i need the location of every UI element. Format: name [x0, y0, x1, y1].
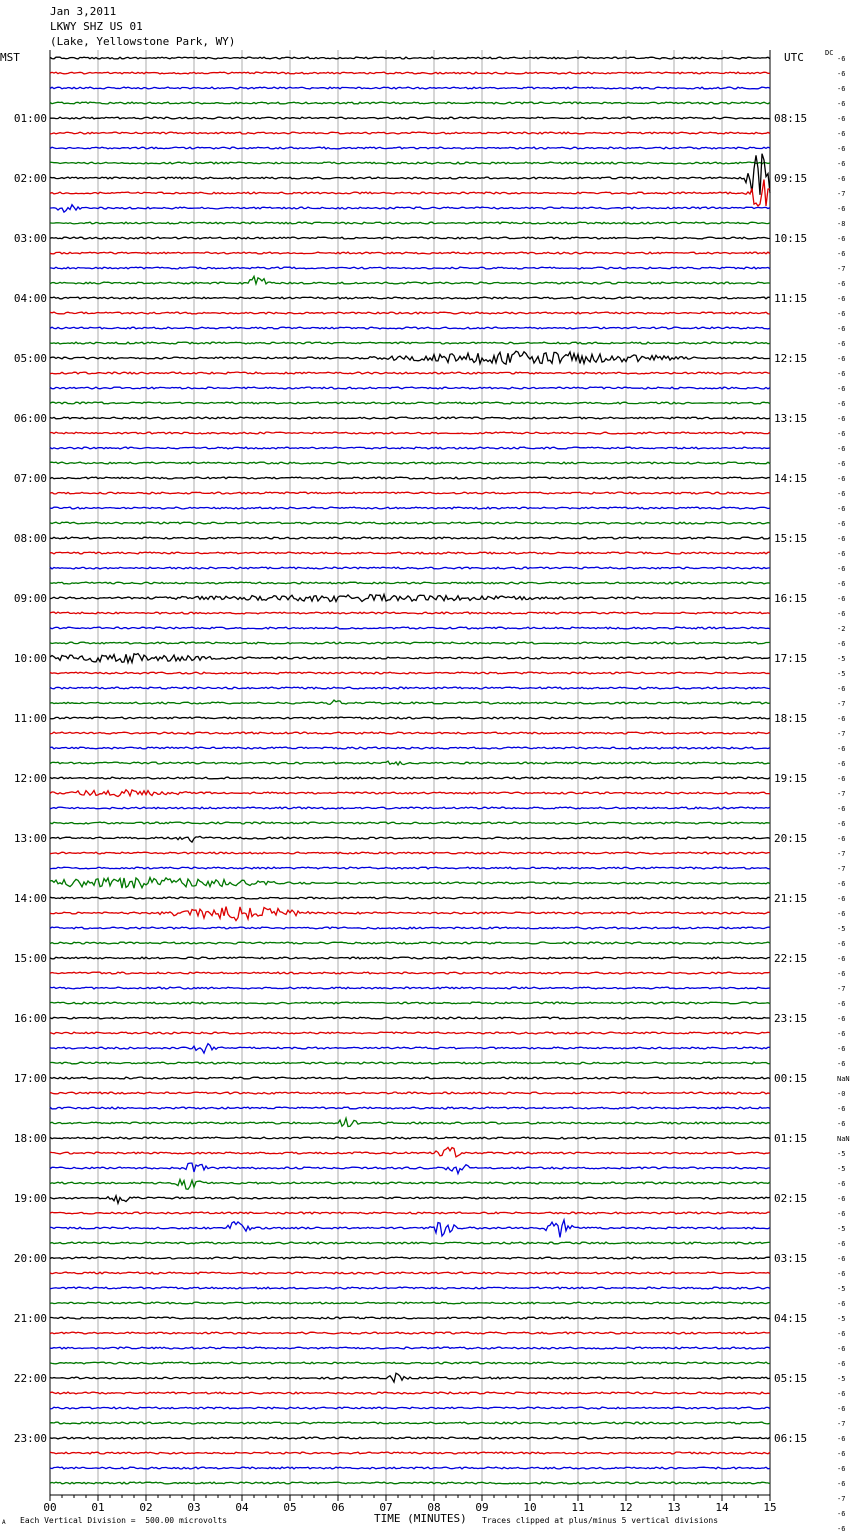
- seismic-trace: [50, 387, 770, 389]
- seismic-trace: [50, 1002, 770, 1004]
- dc-offset-label: -5: [837, 1150, 846, 1158]
- seismic-trace: [50, 252, 770, 254]
- seismic-trace: [50, 72, 770, 74]
- seismic-trace: [50, 642, 770, 644]
- dc-offset-label: NaN: [837, 1075, 850, 1083]
- x-tick-label: 02: [139, 1501, 153, 1514]
- seismic-trace: [50, 102, 770, 104]
- dc-offset-label: -6: [837, 685, 846, 693]
- x-tick-label: 04: [235, 1501, 249, 1514]
- dc-offset-label: -6: [837, 160, 846, 168]
- dc-column-title: DC: [825, 49, 834, 57]
- dc-offset-label: -6: [837, 1180, 846, 1188]
- utc-hour-label: 00:15: [774, 1072, 808, 1085]
- seismic-trace: [50, 1147, 770, 1157]
- seismic-trace: [50, 1032, 770, 1034]
- dc-offset-label: -6: [837, 1330, 846, 1338]
- dc-offset-label: -6: [837, 370, 846, 378]
- dc-offset-label: -6: [837, 505, 846, 513]
- seismic-trace: [50, 462, 770, 464]
- dc-offset-label: -6: [837, 580, 846, 588]
- seismic-trace: [50, 222, 770, 224]
- dc-offset-label: -7: [837, 730, 846, 738]
- seismic-trace: [50, 477, 770, 479]
- seismic-trace: [50, 897, 770, 899]
- header-station: LKWY SHZ US 01: [50, 20, 143, 33]
- mst-hour-label: 13:00: [13, 832, 47, 845]
- dc-offset-label: -6: [837, 400, 846, 408]
- seismic-trace: [50, 57, 770, 59]
- mst-hour-label: 11:00: [13, 712, 47, 725]
- dc-offset-label: -7: [837, 190, 846, 198]
- dc-offset-label: -6: [837, 535, 846, 543]
- seismic-trace: [50, 627, 770, 629]
- utc-hour-label: 03:15: [774, 1252, 808, 1265]
- dc-offset-label: -6: [837, 1450, 846, 1458]
- header-location: (Lake, Yellowstone Park, WY): [50, 35, 236, 48]
- dc-offset-label: -6: [837, 55, 846, 63]
- left-axis-title: MST: [0, 51, 20, 64]
- seismic-trace: [50, 537, 770, 539]
- dc-offset-label: -6: [837, 385, 846, 393]
- dc-offset-label: -6: [837, 85, 846, 93]
- dc-offset-label: -7: [837, 790, 846, 798]
- dc-offset-label: -6: [837, 775, 846, 783]
- x-tick-label: 14: [715, 1501, 729, 1514]
- seismic-trace: [50, 276, 770, 284]
- dc-offset-label: -7: [837, 1495, 846, 1503]
- seismic-trace: [50, 747, 770, 749]
- seismic-trace: [50, 612, 770, 614]
- dc-offset-label: -6: [837, 955, 846, 963]
- seismic-trace: [50, 1317, 770, 1319]
- x-tick-label: 07: [379, 1501, 393, 1514]
- seismic-trace: [50, 790, 770, 797]
- utc-hour-label: 12:15: [774, 352, 808, 365]
- dc-offset-label: -6: [837, 595, 846, 603]
- mst-hour-label: 04:00: [13, 292, 47, 305]
- x-tick-label: 00: [43, 1501, 57, 1514]
- corner-mark: A: [2, 1519, 6, 1526]
- seismic-trace: [50, 1332, 770, 1334]
- dc-offset-label: -6: [837, 1405, 846, 1413]
- x-tick-label: 13: [667, 1501, 681, 1514]
- dc-offset-label: -6: [837, 205, 846, 213]
- right-axis-title: UTC: [784, 51, 804, 64]
- seismic-trace: [50, 1242, 770, 1244]
- x-tick-label: 11: [571, 1501, 585, 1514]
- dc-offset-label: -6: [837, 1030, 846, 1038]
- seismic-trace: [50, 717, 770, 719]
- dc-offset-label: -7: [837, 1420, 846, 1428]
- mst-hour-label: 14:00: [13, 892, 47, 905]
- seismic-trace: [50, 1437, 770, 1439]
- seismic-trace: [50, 567, 770, 569]
- mst-hour-label: 05:00: [13, 352, 47, 365]
- dc-offset-label: -6: [837, 100, 846, 108]
- dc-offset-label: -6: [837, 520, 846, 528]
- dc-offset-label: -6: [837, 550, 846, 558]
- seismic-trace: [50, 1272, 770, 1274]
- x-tick-label: 03: [187, 1501, 201, 1514]
- x-tick-label: 10: [523, 1501, 537, 1514]
- dc-offset-label: -6: [837, 325, 846, 333]
- seismic-trace: [50, 878, 770, 889]
- seismic-trace: [50, 1422, 770, 1424]
- utc-hour-label: 17:15: [774, 652, 808, 665]
- seismic-trace: [50, 312, 770, 314]
- seismic-trace: [50, 836, 770, 842]
- x-tick-label: 01: [91, 1501, 105, 1514]
- dc-offset-label: -6: [837, 565, 846, 573]
- mst-hour-label: 06:00: [13, 412, 47, 425]
- seismic-trace: [50, 432, 770, 434]
- dc-offset-label: -6: [837, 1525, 846, 1533]
- seismic-trace: [50, 1257, 770, 1259]
- mst-hour-label: 21:00: [13, 1312, 47, 1325]
- utc-hour-label: 10:15: [774, 232, 808, 245]
- seismic-trace: [50, 1287, 770, 1289]
- dc-offset-label: -6: [837, 970, 846, 978]
- dc-offset-label: -5: [837, 1315, 846, 1323]
- dc-offset-label: -6: [837, 1015, 846, 1023]
- utc-hour-label: 02:15: [774, 1192, 808, 1205]
- dc-offset-label: -7: [837, 850, 846, 858]
- seismic-trace: [50, 237, 770, 239]
- dc-offset-label: -6: [837, 355, 846, 363]
- dc-offset-label: -5: [837, 1285, 846, 1293]
- dc-offset-label: -0: [837, 1090, 846, 1098]
- seismic-trace: [50, 582, 770, 584]
- seismic-trace: [50, 1220, 770, 1237]
- dc-offset-label: -6: [837, 235, 846, 243]
- dc-offset-label: -7: [837, 265, 846, 273]
- dc-offset-label: -6: [837, 310, 846, 318]
- seismic-trace: [50, 267, 770, 269]
- seismic-trace: [50, 1092, 770, 1094]
- utc-hour-label: 06:15: [774, 1432, 808, 1445]
- dc-offset-label: -6: [837, 880, 846, 888]
- seismic-trace: [50, 447, 770, 449]
- utc-hour-label: 09:15: [774, 172, 808, 185]
- dc-offset-label: -5: [837, 655, 846, 663]
- mst-hour-label: 22:00: [13, 1372, 47, 1385]
- utc-hour-label: 01:15: [774, 1132, 808, 1145]
- dc-offset-label: -5: [837, 1165, 846, 1173]
- seismic-trace: [50, 87, 770, 89]
- utc-hour-label: 04:15: [774, 1312, 808, 1325]
- seismic-trace: [50, 807, 770, 809]
- seismic-trace: [50, 907, 770, 921]
- dc-offset-label: -6: [837, 910, 846, 918]
- mst-hour-label: 18:00: [13, 1132, 47, 1145]
- x-tick-label: 08: [427, 1501, 441, 1514]
- dc-offset-label: -6: [837, 1060, 846, 1068]
- dc-offset-label: -6: [837, 1270, 846, 1278]
- x-tick-label: 09: [475, 1501, 489, 1514]
- seismic-trace: [50, 1077, 770, 1079]
- seismic-trace: [50, 1467, 770, 1469]
- seismic-trace: [50, 132, 770, 134]
- dc-offset-label: -6: [837, 430, 846, 438]
- seismic-trace: [50, 205, 770, 212]
- dc-offset-label: -6: [837, 1480, 846, 1488]
- seismic-trace: [50, 1118, 770, 1126]
- dc-offset-label: -6: [837, 1510, 846, 1518]
- mst-hour-label: 09:00: [13, 592, 47, 605]
- seismic-trace: [50, 700, 770, 704]
- dc-offset-label: -6: [837, 415, 846, 423]
- seismic-trace: [50, 417, 770, 419]
- mst-hour-label: 16:00: [13, 1012, 47, 1025]
- seismic-trace: [50, 297, 770, 299]
- utc-hour-label: 16:15: [774, 592, 808, 605]
- dc-offset-label: -6: [837, 460, 846, 468]
- seismic-trace: [50, 1062, 770, 1064]
- dc-offset-label: -6: [837, 940, 846, 948]
- dc-offset-label: -6: [837, 640, 846, 648]
- seismic-trace: [50, 1452, 770, 1454]
- seismic-trace: [50, 552, 770, 554]
- dc-offset-label: -6: [837, 610, 846, 618]
- x-tick-label: 15: [763, 1501, 777, 1514]
- seismic-trace: [50, 777, 770, 779]
- mst-hour-label: 02:00: [13, 172, 47, 185]
- dc-offset-label: -6: [837, 280, 846, 288]
- seismic-trace: [50, 732, 770, 734]
- label-layer: [14, 55, 850, 1534]
- utc-hour-label: 21:15: [774, 892, 808, 905]
- trace-layer: [50, 57, 770, 1484]
- dc-offset-label: NaN: [837, 1135, 850, 1143]
- seismic-trace: [50, 1196, 770, 1204]
- seismic-trace: [50, 1137, 770, 1139]
- dc-offset-label: -6: [837, 760, 846, 768]
- dc-offset-label: -5: [837, 670, 846, 678]
- dc-offset-label: -6: [837, 1210, 846, 1218]
- header-date: Jan 3,2011: [50, 5, 117, 18]
- dc-offset-label: -6: [837, 895, 846, 903]
- dc-offset-label: -6: [837, 1390, 846, 1398]
- seismic-trace: [50, 822, 770, 824]
- seismic-trace: [50, 1180, 770, 1190]
- x-tick-label: 12: [619, 1501, 633, 1514]
- dc-offset-label: -6: [837, 115, 846, 123]
- mst-hour-label: 12:00: [13, 772, 47, 785]
- seismic-trace: [50, 180, 770, 207]
- dc-offset-label: -6: [837, 475, 846, 483]
- dc-offset-label: -6: [837, 1435, 846, 1443]
- seismic-trace: [50, 672, 770, 674]
- seismic-trace: [50, 1107, 770, 1109]
- dc-offset-label: -6: [837, 145, 846, 153]
- mst-hour-label: 08:00: [13, 532, 47, 545]
- seismic-trace: [50, 1407, 770, 1409]
- seismic-trace: [50, 1163, 770, 1174]
- dc-offset-label: -6: [837, 490, 846, 498]
- seismic-trace: [50, 972, 770, 974]
- seismic-trace: [50, 1482, 770, 1484]
- x-axis-title: TIME (MINUTES): [374, 1512, 467, 1525]
- dc-offset-label: -6: [837, 820, 846, 828]
- dc-offset-label: -6: [837, 1045, 846, 1053]
- seismic-trace: [50, 761, 770, 765]
- seismic-trace: [50, 927, 770, 929]
- seismic-trace: [50, 522, 770, 524]
- seismic-trace: [50, 654, 770, 663]
- dc-offset-label: -6: [837, 1120, 846, 1128]
- dc-offset-label: -6: [837, 1300, 846, 1308]
- scale-note: Each Vertical Division = 500.00 microvolts: [20, 1516, 228, 1525]
- dc-offset-label: -6: [837, 250, 846, 258]
- seismic-trace: [50, 867, 770, 869]
- dc-offset-label: -5: [837, 1375, 846, 1383]
- seismic-trace: [50, 1302, 770, 1304]
- dc-offset-label: -6: [837, 1195, 846, 1203]
- mst-hour-label: 01:00: [13, 112, 47, 125]
- seismic-trace: [50, 1362, 770, 1364]
- seismic-trace: [50, 372, 770, 374]
- seismic-trace: [50, 942, 770, 944]
- dc-offset-label: -6: [837, 130, 846, 138]
- x-tick-label: 06: [331, 1501, 345, 1514]
- utc-hour-label: 08:15: [774, 112, 808, 125]
- seismic-trace: [50, 1392, 770, 1394]
- dc-offset-label: -6: [837, 745, 846, 753]
- seismic-trace: [50, 154, 770, 195]
- seismic-trace: [50, 957, 770, 959]
- dc-offset-label: -6: [837, 1000, 846, 1008]
- mst-hour-label: 07:00: [13, 472, 47, 485]
- dc-offset-label: -6: [837, 295, 846, 303]
- dc-offset-label: -7: [837, 985, 846, 993]
- seismic-trace: [50, 162, 770, 164]
- dc-offset-label: -6: [837, 175, 846, 183]
- dc-offset-label: -6: [837, 1105, 846, 1113]
- utc-hour-label: 22:15: [774, 952, 808, 965]
- dc-offset-label: -2: [837, 625, 846, 633]
- mst-hour-label: 20:00: [13, 1252, 47, 1265]
- mst-hour-label: 17:00: [13, 1072, 47, 1085]
- mst-hour-label: 15:00: [13, 952, 47, 965]
- seismic-trace: [50, 351, 770, 364]
- seismic-trace: [50, 507, 770, 509]
- seismic-trace: [50, 1373, 770, 1382]
- utc-hour-label: 05:15: [774, 1372, 808, 1385]
- mst-hour-label: 19:00: [13, 1192, 47, 1205]
- mst-hour-label: 10:00: [13, 652, 47, 665]
- seismic-trace: [50, 1044, 770, 1053]
- dc-offset-label: -6: [837, 835, 846, 843]
- mst-hour-label: 23:00: [13, 1432, 47, 1445]
- seismic-trace: [50, 1017, 770, 1019]
- dc-offset-label: -5: [837, 925, 846, 933]
- seismic-trace: [50, 987, 770, 989]
- dc-offset-label: -6: [837, 1465, 846, 1473]
- mst-hour-label: 03:00: [13, 232, 47, 245]
- dc-offset-label: -6: [837, 340, 846, 348]
- seismic-trace: [50, 492, 770, 494]
- dc-offset-label: -6: [837, 805, 846, 813]
- seismic-trace: [50, 852, 770, 854]
- seismic-trace: [50, 117, 770, 119]
- utc-hour-label: 13:15: [774, 412, 808, 425]
- dc-offset-label: -6: [837, 1240, 846, 1248]
- utc-hour-label: 14:15: [774, 472, 808, 485]
- utc-hour-label: 15:15: [774, 532, 808, 545]
- dc-offset-label: -6: [837, 715, 846, 723]
- dc-offset-label: -6: [837, 445, 846, 453]
- utc-hour-label: 23:15: [774, 1012, 808, 1025]
- dc-offset-label: -6: [837, 1255, 846, 1263]
- seismic-trace: [50, 1347, 770, 1349]
- dc-offset-label: -5: [837, 1225, 846, 1233]
- seismic-trace: [50, 595, 770, 602]
- seismic-trace: [50, 327, 770, 329]
- dc-offset-label: -6: [837, 1345, 846, 1353]
- utc-hour-label: 18:15: [774, 712, 808, 725]
- seismic-trace: [50, 402, 770, 404]
- seismic-trace: [50, 1212, 770, 1214]
- seismic-trace: [50, 342, 770, 344]
- utc-hour-label: 11:15: [774, 292, 808, 305]
- dc-offset-label: -8: [837, 220, 846, 228]
- dc-offset-label: -6: [837, 1360, 846, 1368]
- clip-note: Traces clipped at plus/minus 5 vertical divisions: [482, 1516, 719, 1525]
- dc-offset-label: -7: [837, 865, 846, 873]
- dc-offset-label: -7: [837, 700, 846, 708]
- x-tick-label: 05: [283, 1501, 297, 1514]
- utc-hour-label: 20:15: [774, 832, 808, 845]
- seismic-trace: [50, 147, 770, 149]
- utc-hour-label: 19:15: [774, 772, 808, 785]
- seismic-trace: [50, 687, 770, 689]
- dc-offset-label: -6: [837, 70, 846, 78]
